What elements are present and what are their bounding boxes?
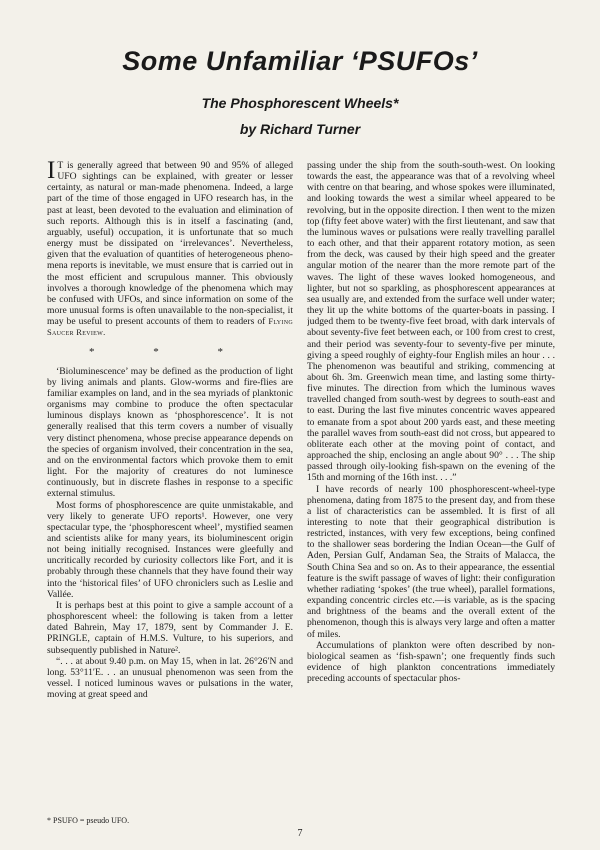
body-paragraph: ‘Bioluminescence’ may be defined as the production of light by living animals and plants. Glow-worms and fire-flies are familiar examples on land, and in the sea myriads of planktonic organisms may combine to produce the often spectacular luminous displays known as ‘phosphorescence’. It is not generally realised that this term covers a number of visually very distinct phenomena, whose precise appearance depends on the species of organism involved, their concentration in the sea, and on the environmental factors which provoke them to emit light. For the majority of creatures do not luminesce continuously, but in discrete flashes in response to a specific external stimulus. xyxy=(47,365,293,500)
intro-paragraph xyxy=(47,160,293,339)
article-title: Some Unfamiliar ‘PSUFOs’ xyxy=(122,46,478,76)
body-paragraph: Accumulations of plankton were often described by non-biological seamen as ‘fish-spawn’; one frequently finds such evidence of high plankton concentrations immediately preceding accounts of spectacular phos- xyxy=(307,639,555,685)
article-subtitle: The Phosphorescent Wheels* xyxy=(201,95,399,111)
right-column xyxy=(307,160,555,810)
intro-text: T is generally agreed that between 90 and 95% of alleged UFO sightings can be explained, with greater or lesser certainty, as natural or man-made phenomena. Indeed, a large part of the time of those engaged in UFO research has, in the past at least, been devoted to the evaluation and elimination of such reports. Although this is in itself a fascinating (and, arguably, useful) occupation, it is unfortunate that so much energy must be dissipated on ‘irrelevances’. Nevertheless, given that the evaluation of quantities of heterogeneous phenomena reports is inevitable, we must ensure that is carried out in the most efficient and scrupulous manner. This obviously involves a thorough knowledge of the phenomena which may be confused with UFOs, and since information on some of the more unusual forms is often unavailable to the non-specialist, it may be useful to present accounts of them to readers of xyxy=(47,160,293,328)
page-number: 7 xyxy=(297,828,303,839)
magazine-name: Flying Saucer Review. xyxy=(47,316,293,338)
section-separator: * * * xyxy=(89,345,251,358)
article-byline: by Richard Turner xyxy=(239,121,361,137)
quote-continuation: passing under the ship from the south-south-west. On looking towards the east, the appearance was that of a revolving wheel with centre on that bearing, and whose spokes were illuminated, and looking towards the west a similar wheel appeared to be revolving, but in the opposite direction. I then went to the mizen top (fifty feet above water) with the first lieutenant, and saw that the luminous waves or pulsations were really travelling parallel to each other, and that their apparent rotatory motion, as seen from the deck, was caused by their high speed and the greater angular motion of the nearer than the more remote part of the waves. The light of these waves looked homogeneous, and lighter, but not so sparkling, as phosphorescent appearances at sea usually are, and extended from the surface well under water; they lit up the white bottoms of the quarter-boats in passing. I judged them to be twenty-five feet broad, with dark intervals of about seventy-five feet between each, or 100 from crest to crest, and their period was seventy-four to seventy-five per minute, giving a speed roughly of eighty-four English miles an hour . . . The phenomenon was beautiful and striking, commencing at about 6h. 3m. Greenwich mean time, and lasting some thirty-five minutes. The direction from which the luminous waves travelled changed from south-west by degrees to south-east and to east. During the last five minutes concentric waves appeared to emanate from a spot about 200 yards east, and these meeting the parallel waves from south-east did not cross, but appeared to obliterate each other at the moving point of contact, and approached the ship, enclosing an angle about 90° . . . The ship passed through oily-looking fish-spawn on the evening of the 15th and morning of the 16th inst. . . .” xyxy=(307,160,555,484)
body-paragraph: Most forms of phosphorescence are quite unmistakable, and very likely to generate UFO reports¹. However, one very spectacular type, the ‘phosphorescent wheel’, mystified seamen and scientists alike for many years, its bioluminescent origin not being initially recognised. Instances were gleefully and uncritically recorded by curiosity collectors like Fort, and it is probably through these channels that they have found their way into the ‘historical files’ of UFO chroniclers such as Leslie and Vallée. xyxy=(47,499,293,600)
body-paragraph: I have records of nearly 100 phosphorescent-wheel-type phenomena, dating from 1875 to the present day, and from these a list of characteristics can be assembled. It is first of all interesting to note that their geographical distribution is restricted, instances, with very few exceptions, being confined to the shallower seas bordering the Indian Ocean—the Gulf of Aden, Persian Gulf, Andaman Sea, the Straits of Malacca, the South China Sea and so on. As to their appearance, the essential feature is the swift passage of waves of light: their configuration whether radiating ‘spokes’ (the true wheel), parallel formations, expanding concentric circles etc.—is variable, as is the spacing and brightness of the beams and the overall extent of the phenomenon, though this is always very large and often a matter of miles. xyxy=(307,483,555,640)
body-paragraph: It is perhaps best at this point to give a sample account of a phosphorescent wheel: the following is taken from a letter dated Bahrein, May 17, 1879, sent by Commander J. E. PRINGLE, captain of H.M.S. Vulture, to his superiors, and subsequently published in Nature². xyxy=(47,599,293,656)
drop-cap: I xyxy=(47,160,56,184)
quote-paragraph: “. . . at about 9.40 p.m. on May 15, when in lat. 26°26′N and long. 53°11′E. . . an unusual phenomenon was seen from the vessel. I noticed luminous waves or pulsations in the water, moving at great speed and xyxy=(47,655,293,701)
left-column xyxy=(47,160,293,810)
footnote: * PSUFO = pseudo UFO. xyxy=(47,816,130,825)
